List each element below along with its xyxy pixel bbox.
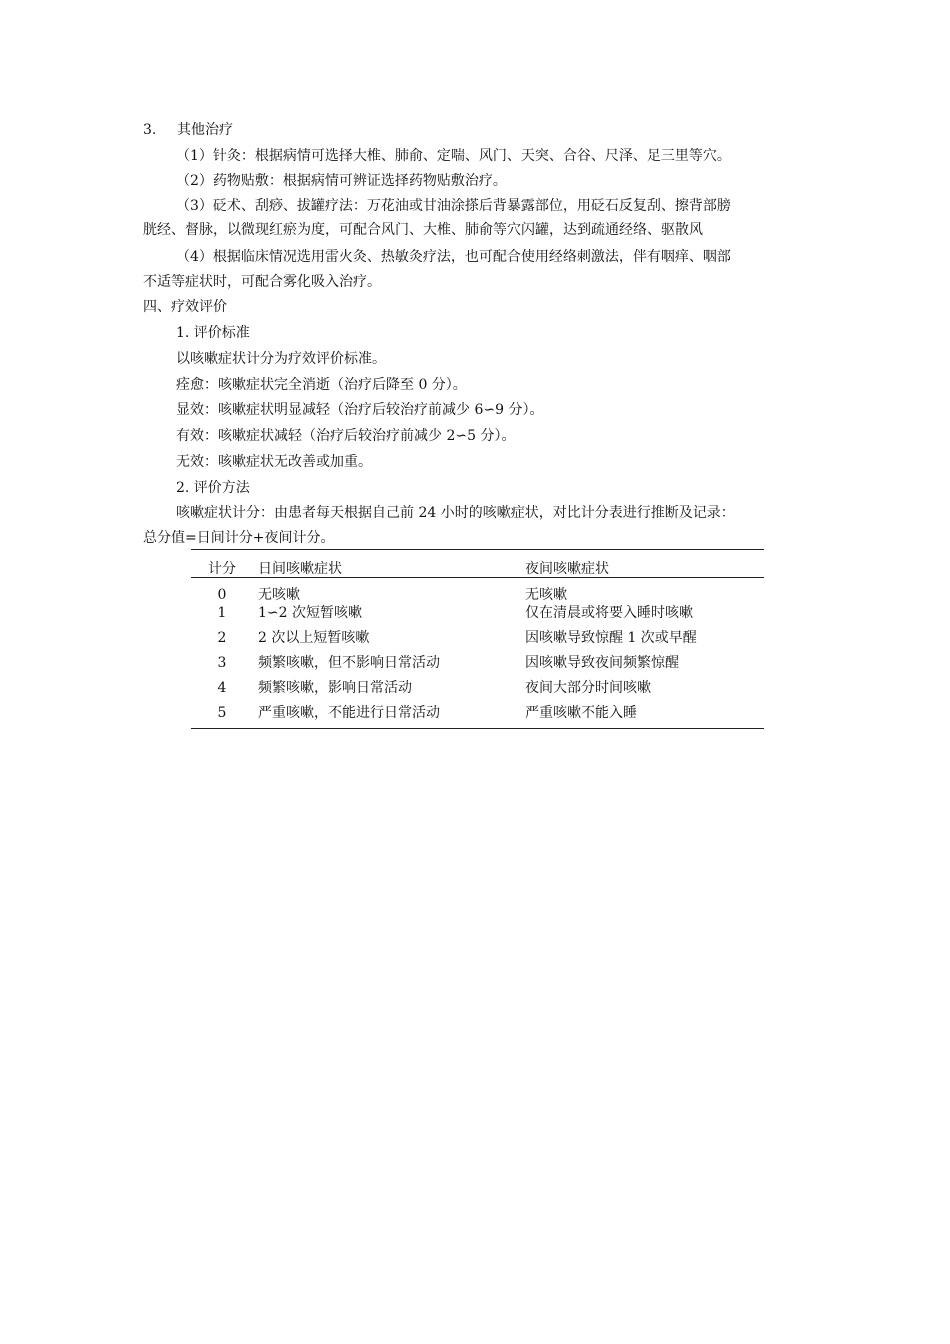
subsection-evaluation-method: 2. 评价方法 [176, 480, 250, 496]
table-cell-score: 3 [217, 655, 227, 671]
therapy-item-1: （1）针灸：根据病情可选择大椎、肺俞、定喘、风门、天突、合谷、尺泽、足三里等穴。 [176, 148, 731, 164]
section-3-title: 其他治疗 [177, 122, 233, 138]
section-3-number: 3. [143, 122, 157, 138]
table-cell-day: 严重咳嗽，不能进行日常活动 [258, 705, 440, 721]
table-cell-day: 频繁咳嗽，但不影响日常活动 [258, 655, 440, 671]
method-line-2: 总分值=日间计分+夜间计分。 [143, 530, 335, 546]
therapy-item-3-line-2: 胱经、督脉，以微现红瘀为度，可配合风门、大椎、肺俞等穴闪罐，达到疏通经络、驱散风 [143, 222, 703, 238]
table-cell-day: 频繁咳嗽，影响日常活动 [258, 680, 412, 696]
table-cell-night: 因咳嗽导致惊醒 1 次或早醒 [525, 630, 697, 646]
criteria-ineffective: 无效：咳嗽症状无改善或加重。 [176, 454, 372, 470]
table-cell-day: 1∽2 次短暂咳嗽 [258, 605, 362, 621]
table-cell-night: 无咳嗽 [525, 587, 567, 603]
table-header-rule [191, 577, 764, 578]
therapy-item-2: （2）药物贴敷：根据病情可辨证选择药物贴敷治疗。 [176, 173, 507, 189]
section-4-heading: 四、疗效评价 [143, 299, 227, 315]
subsection-evaluation-criteria: 1. 评价标准 [176, 325, 250, 341]
criteria-marked: 显效：咳嗽症状明显减轻（治疗后较治疗前减少 6∽9 分）。 [176, 402, 544, 418]
table-header-day: 日间咳嗽症状 [258, 561, 342, 577]
table-cell-score: 2 [217, 630, 227, 646]
criteria-effective: 有效：咳嗽症状减轻（治疗后较治疗前减少 2∽5 分）。 [176, 428, 516, 444]
table-cell-score: 5 [217, 705, 227, 721]
table-cell-score: 0 [217, 587, 227, 603]
therapy-item-3-line-1: （3）砭术、刮痧、拔罐疗法：万花油或甘油涂搽后背暴露部位，用砭石反复刮、擦背部膀 [176, 198, 731, 214]
table-cell-day: 无咳嗽 [258, 587, 300, 603]
table-top-rule [191, 549, 764, 550]
table-cell-night: 严重咳嗽不能入睡 [525, 705, 637, 721]
section-3-heading [143, 121, 233, 139]
table-cell-night: 仅在清晨或将要入睡时咳嗽 [525, 605, 693, 621]
therapy-item-4-line-1: （4）根据临床情况选用雷火灸、热敏灸疗法，也可配合使用经络刺激法，伴有咽痒、咽部 [176, 249, 731, 265]
table-header-night: 夜间咳嗽症状 [525, 561, 609, 577]
table-header-score: 计分 [208, 561, 236, 577]
table-cell-day: 2 次以上短暂咳嗽 [258, 630, 370, 646]
table-cell-score: 4 [217, 680, 227, 696]
table-cell-night: 夜间大部分时间咳嗽 [525, 680, 651, 696]
therapy-item-4-line-2: 不适等症状时，可配合雾化吸入治疗。 [143, 274, 381, 290]
criteria-intro: 以咳嗽症状计分为疗效评价标准。 [176, 351, 386, 367]
table-cell-night: 因咳嗽导致夜间频繁惊醒 [525, 655, 679, 671]
table-bottom-rule [191, 728, 764, 729]
table-cell-score: 1 [217, 605, 227, 621]
method-line-1: 咳嗽症状计分：由患者每天根据自己前 24 小时的咳嗽症状，对比计分表进行推断及记录： [176, 505, 735, 521]
criteria-cured: 痊愈：咳嗽症状完全消逝（治疗后降至 0 分）。 [176, 377, 467, 393]
